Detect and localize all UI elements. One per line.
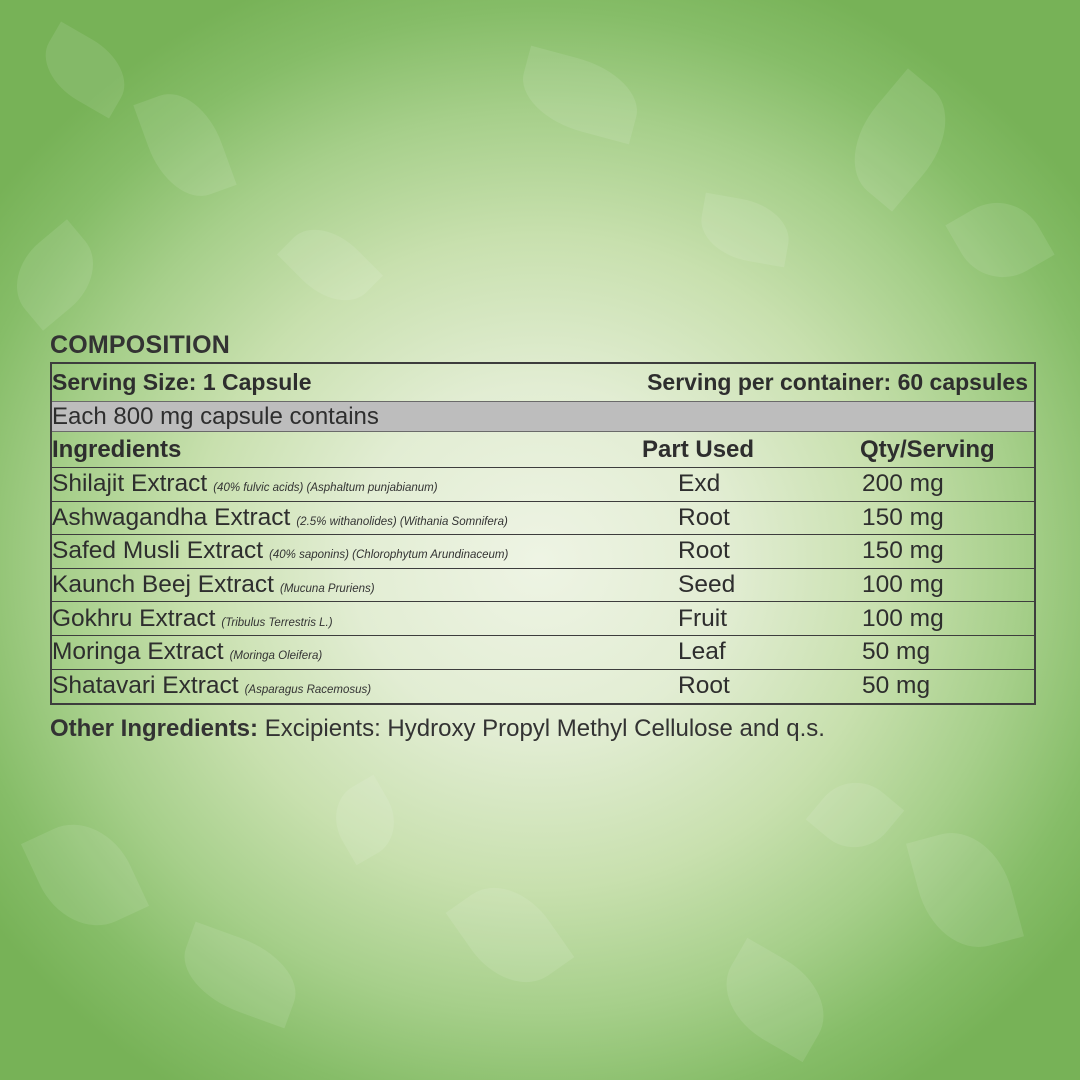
part-used-cell: Root [678, 537, 730, 565]
composition-panel [50, 328, 1036, 743]
qty-cell: 100 mg [862, 571, 944, 599]
ingredient-name: Shilajit Extract [52, 470, 208, 498]
other-ingredients [50, 715, 1036, 743]
table-row [52, 670, 1034, 704]
header-ingredients: Ingredients [52, 435, 182, 463]
ingredient-name: Safed Musli Extract [52, 537, 264, 565]
ingredient-note: (Moringa Oleifera) [229, 650, 323, 663]
qty-cell: 100 mg [862, 604, 944, 632]
other-ingredients-text: Excipients: Hydroxy Propyl Methyl Cellulose and q.s. [258, 715, 825, 743]
capsule-note: Each 800 mg capsule contains [52, 402, 379, 430]
qty-cell: 50 mg [862, 638, 931, 666]
serving-per-container: Serving per container: 60 capsules [647, 369, 1028, 395]
qty-cell: 200 mg [862, 470, 944, 498]
part-used-cell: Leaf [678, 638, 726, 666]
other-ingredients-label: Other Ingredients: [50, 715, 259, 743]
table-row [52, 502, 1034, 536]
ingredient-note: (40% saponins) (Chlorophytum Arundinaceum) [269, 549, 509, 562]
table-row [52, 468, 1034, 502]
part-used-cell: Root [678, 672, 730, 700]
ingredient-cell [52, 537, 642, 565]
qty-cell: 50 mg [862, 672, 931, 700]
qty-cell: 150 mg [862, 503, 944, 531]
part-used-cell: Exd [678, 470, 721, 498]
ingredient-name: Moringa Extract [52, 638, 224, 666]
part-used-cell: Seed [678, 571, 736, 599]
serving-size: Serving Size: 1 Capsule [52, 369, 312, 395]
part-used-cell: Fruit [678, 604, 727, 632]
qty-cell: 150 mg [862, 537, 944, 565]
table-header-row [52, 432, 1034, 468]
table-row [52, 602, 1034, 636]
ingredient-name: Shatavari Extract [52, 672, 239, 700]
composition-table [50, 362, 1036, 705]
serving-info-row [52, 364, 1034, 402]
composition-title: COMPOSITION [50, 331, 230, 359]
ingredient-cell [52, 571, 642, 599]
ingredient-name: Ashwagandha Extract [52, 503, 291, 531]
table-row [52, 636, 1034, 670]
ingredient-note: (2.5% withanolides) (Withania Somnifera) [296, 515, 508, 528]
ingredient-note: (Mucuna Pruriens) [279, 583, 375, 596]
table-row [52, 535, 1034, 569]
ingredient-note: (Tribulus Terrestris L.) [221, 616, 333, 629]
part-used-cell: Root [678, 503, 730, 531]
ingredient-note: (Asparagus Racemosus) [244, 684, 372, 697]
ingredient-note: (40% fulvic acids) (Asphaltum punjabianum) [213, 482, 438, 495]
header-qty: Qty/Serving [860, 435, 995, 463]
ingredient-cell [52, 672, 642, 700]
ingredient-name: Gokhru Extract [52, 604, 216, 632]
ingredient-cell [52, 470, 642, 498]
capsule-note-row [52, 402, 1034, 432]
ingredient-cell [52, 605, 642, 633]
table-row [52, 569, 1034, 603]
ingredient-cell [52, 504, 642, 532]
ingredient-name: Kaunch Beej Extract [52, 571, 274, 599]
header-part-used: Part Used [642, 435, 755, 463]
ingredient-cell [52, 638, 642, 666]
